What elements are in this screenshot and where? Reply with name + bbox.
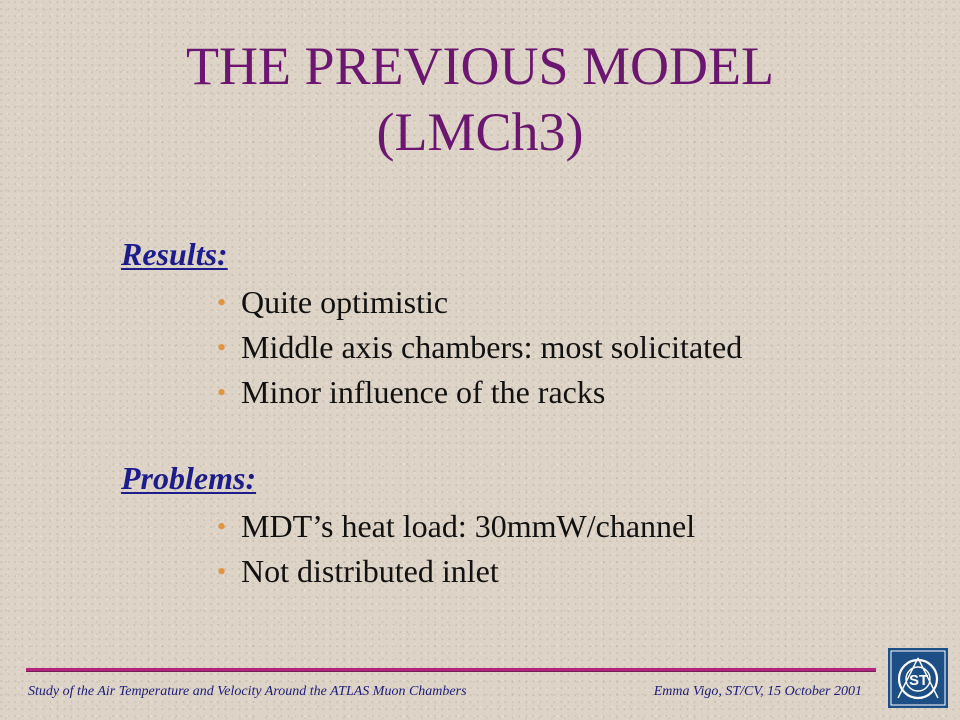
results-item [217,325,742,370]
logo-text: ST [909,672,929,689]
results-item-text: Middle axis chambers: most solicitated [241,329,743,365]
problems-heading: Problems: [121,460,257,496]
cern-st-logo-icon [888,648,948,708]
footer-divider [26,668,876,672]
problems-item [217,549,695,594]
results-item [217,370,742,415]
slide-title-line-2: (LMCh3) [376,102,584,162]
bullet-icon: • [217,557,227,586]
footer-presentation-title: Study of the Air Temperature and Velocity Around the ATLAS Muon Chambers [28,684,467,699]
results-item-text: Quite optimistic [241,284,449,320]
bullet-icon: • [217,378,227,407]
results-heading: Results: [121,236,228,272]
problems-list [217,504,695,594]
bullet-icon: • [217,512,227,541]
bullet-icon: • [217,333,227,362]
problems-item [217,504,695,549]
problems-item-text: MDT’s heat load: 30mmW/channel [241,508,696,544]
bullet-icon: • [217,288,227,317]
results-item-text: Minor influence of the racks [241,374,606,410]
results-list [217,280,742,415]
slide-title-line-1: THE PREVIOUS MODEL [186,36,774,96]
results-item [217,280,742,325]
footer-author-date: Emma Vigo, ST/CV, 15 October 2001 [653,684,862,699]
problems-item-text: Not distributed inlet [241,553,499,589]
